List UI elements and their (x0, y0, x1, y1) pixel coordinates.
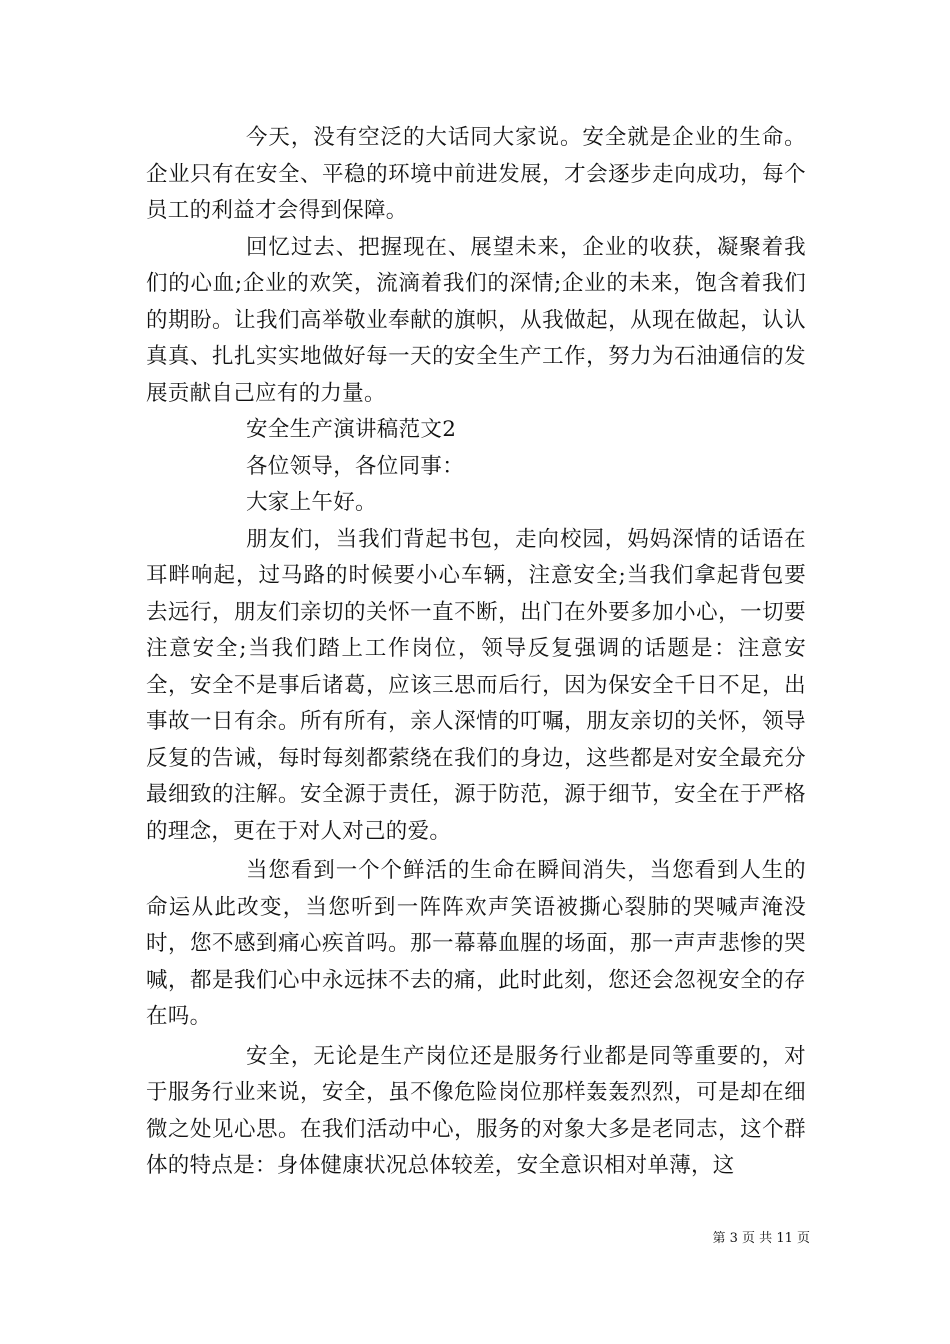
section-title: 安全生产演讲稿范文2 (246, 417, 457, 442)
paragraph-review: 回忆过去、把握现在、展望未来，企业的收获，凝聚着我们的心血;企业的欢笑，流滴着我们的深情;企业的未来，饱含着我们的期盼。让我们高举敬业奉献的旗帜，从我做起，从现在做起，认认真真、扎扎实实地做好每一天的安全生产工作，努力为石油通信的发展贡献自己应有的力量。 (146, 234, 806, 406)
greeting: 大家上午好。 (246, 490, 377, 515)
paragraph-friends: 朋友们，当我们背起书包，走向校园，妈妈深情的话语在耳畔响起，过马路的时候要小心车辆，注意安全;当我们拿起背包要去远行，朋友们亲切的关怀一直不断，出门在外要多加小心，一切要注意安全;当我们踏上工作岗位，领导反复强调的话题是：注意安全，安全不是事后诸葛，应该三思而后行，因为保安全千日不足，出事故一日有余。所有所有，亲人深情的叮嘱，朋友亲切的关怀，领导反复的告诫，每时每刻都萦绕在我们的身边，这些都是对安全最充分最细致的注解。安全源于责任，源于防范，源于细节，安全在于严格的理念，更在于对人对己的爱。 (146, 526, 806, 844)
salutation: 各位领导，各位同事： (246, 453, 465, 479)
paragraph-intro: 今天，没有空泛的大话同大家说。安全就是企业的生命。企业只有在安全、平稳的环境中前进发展，才会逐步走向成功，每个员工的利益才会得到保障。 (146, 125, 806, 223)
document-body (146, 120, 806, 1185)
paragraph-tragedy: 当您看到一个个鲜活的生命在瞬间消失，当您看到人生的命运从此改变，当您听到一阵阵欢声笑语被撕心裂肺的哭喊声淹没时，您不感到痛心疾首吗。那一幕幕血腥的场面，那一声声悲惨的哭喊，都是我们心中永远抹不去的痛，此时此刻，您还会忽视安全的存在吗。 (146, 858, 806, 1029)
page-number: 第 3 页 共 11 页 (712, 1231, 810, 1246)
paragraph-service: 安全，无论是生产岗位还是服务行业都是同等重要的，对于服务行业来说，安全，虽不像危险岗位那样轰轰烈烈，可是却在细微之处见心思。在我们活动中心，服务的对象大多是老同志，这个群体的特点是：身体健康状况总体较差，安全意识相对单薄，这 (146, 1043, 806, 1178)
